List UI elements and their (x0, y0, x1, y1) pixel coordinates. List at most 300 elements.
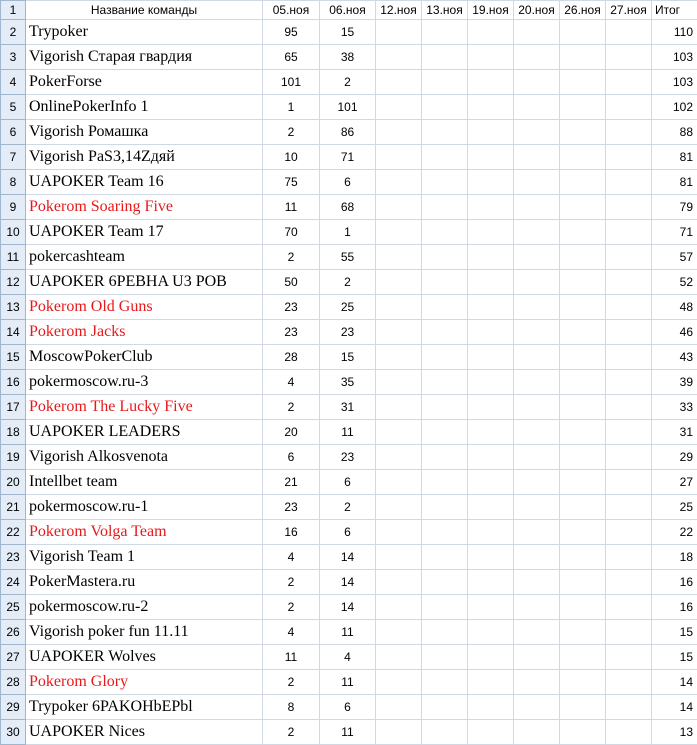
total-cell[interactable]: 33 (652, 395, 697, 420)
empty-cell[interactable] (468, 395, 514, 420)
team-name-cell[interactable]: Trypoker 6PAKOHbEPbl (26, 695, 263, 720)
header-team-name[interactable]: Название команды (26, 1, 263, 20)
empty-cell[interactable] (560, 295, 606, 320)
team-name-cell[interactable]: Vigorish PaS3,14Zдяй (26, 145, 263, 170)
empty-cell[interactable] (422, 295, 468, 320)
empty-cell[interactable] (376, 645, 422, 670)
empty-cell[interactable] (560, 620, 606, 645)
row-number[interactable]: 14 (1, 320, 26, 345)
empty-cell[interactable] (376, 520, 422, 545)
empty-cell[interactable] (514, 220, 560, 245)
empty-cell[interactable] (468, 170, 514, 195)
row-number[interactable]: 22 (1, 520, 26, 545)
empty-cell[interactable] (468, 20, 514, 45)
empty-cell[interactable] (422, 45, 468, 70)
score-cell[interactable]: 2 (263, 120, 320, 145)
empty-cell[interactable] (422, 270, 468, 295)
team-name-cell[interactable]: UAPOKER Team 17 (26, 220, 263, 245)
score-cell[interactable]: 15 (320, 345, 376, 370)
empty-cell[interactable] (468, 145, 514, 170)
empty-cell[interactable] (514, 145, 560, 170)
empty-cell[interactable] (514, 395, 560, 420)
score-cell[interactable]: 25 (320, 295, 376, 320)
total-cell[interactable]: 15 (652, 620, 697, 645)
score-cell[interactable]: 11 (320, 720, 376, 745)
empty-cell[interactable] (468, 620, 514, 645)
score-cell[interactable]: 11 (320, 670, 376, 695)
row-number[interactable]: 2 (1, 20, 26, 45)
empty-cell[interactable] (422, 95, 468, 120)
row-number[interactable]: 9 (1, 195, 26, 220)
score-cell[interactable]: 14 (320, 595, 376, 620)
score-cell[interactable]: 23 (320, 320, 376, 345)
empty-cell[interactable] (422, 20, 468, 45)
empty-cell[interactable] (468, 195, 514, 220)
empty-cell[interactable] (468, 520, 514, 545)
empty-cell[interactable] (376, 570, 422, 595)
score-cell[interactable]: 2 (320, 70, 376, 95)
empty-cell[interactable] (514, 245, 560, 270)
empty-cell[interactable] (376, 270, 422, 295)
empty-cell[interactable] (422, 395, 468, 420)
total-cell[interactable]: 16 (652, 570, 697, 595)
row-number[interactable]: 10 (1, 220, 26, 245)
row-number[interactable]: 15 (1, 345, 26, 370)
empty-cell[interactable] (376, 220, 422, 245)
row-number[interactable]: 23 (1, 545, 26, 570)
empty-cell[interactable] (606, 270, 652, 295)
empty-cell[interactable] (376, 145, 422, 170)
empty-cell[interactable] (606, 470, 652, 495)
score-cell[interactable]: 4 (263, 370, 320, 395)
empty-cell[interactable] (560, 445, 606, 470)
empty-cell[interactable] (468, 595, 514, 620)
total-cell[interactable]: 52 (652, 270, 697, 295)
empty-cell[interactable] (560, 395, 606, 420)
empty-cell[interactable] (606, 195, 652, 220)
team-name-cell[interactable]: pokercashteam (26, 245, 263, 270)
empty-cell[interactable] (468, 320, 514, 345)
header-total[interactable]: Итог (652, 1, 697, 20)
empty-cell[interactable] (560, 195, 606, 220)
team-name-cell[interactable]: pokermoscow.ru-2 (26, 595, 263, 620)
empty-cell[interactable] (468, 245, 514, 270)
score-cell[interactable]: 8 (263, 695, 320, 720)
total-cell[interactable]: 57 (652, 245, 697, 270)
empty-cell[interactable] (606, 695, 652, 720)
row-number[interactable]: 6 (1, 120, 26, 145)
empty-cell[interactable] (514, 620, 560, 645)
team-name-cell[interactable]: UAPOKER Team 16 (26, 170, 263, 195)
score-cell[interactable]: 23 (263, 495, 320, 520)
row-number[interactable]: 30 (1, 720, 26, 745)
empty-cell[interactable] (606, 670, 652, 695)
empty-cell[interactable] (376, 245, 422, 270)
empty-cell[interactable] (606, 420, 652, 445)
empty-cell[interactable] (422, 70, 468, 95)
row-number[interactable]: 16 (1, 370, 26, 395)
empty-cell[interactable] (606, 495, 652, 520)
total-cell[interactable]: 43 (652, 345, 697, 370)
empty-cell[interactable] (422, 120, 468, 145)
score-cell[interactable]: 11 (320, 620, 376, 645)
empty-cell[interactable] (514, 470, 560, 495)
empty-cell[interactable] (468, 495, 514, 520)
total-cell[interactable]: 14 (652, 695, 697, 720)
empty-cell[interactable] (376, 70, 422, 95)
team-name-cell[interactable]: PokerMastera.ru (26, 570, 263, 595)
header-date[interactable]: 19.ноя (468, 1, 514, 20)
total-cell[interactable]: 103 (652, 70, 697, 95)
empty-cell[interactable] (606, 145, 652, 170)
empty-cell[interactable] (560, 470, 606, 495)
empty-cell[interactable] (560, 645, 606, 670)
team-name-cell[interactable]: UAPOKER Nices (26, 720, 263, 745)
row-number[interactable]: 12 (1, 270, 26, 295)
score-cell[interactable]: 14 (320, 545, 376, 570)
empty-cell[interactable] (560, 95, 606, 120)
empty-cell[interactable] (422, 645, 468, 670)
header-date[interactable]: 27.ноя (606, 1, 652, 20)
empty-cell[interactable] (514, 70, 560, 95)
empty-cell[interactable] (606, 595, 652, 620)
empty-cell[interactable] (376, 395, 422, 420)
empty-cell[interactable] (376, 20, 422, 45)
total-cell[interactable]: 18 (652, 545, 697, 570)
score-cell[interactable]: 23 (263, 320, 320, 345)
team-name-cell[interactable]: PokerForse (26, 70, 263, 95)
row-number[interactable]: 24 (1, 570, 26, 595)
row-number[interactable]: 19 (1, 445, 26, 470)
empty-cell[interactable] (376, 670, 422, 695)
empty-cell[interactable] (606, 620, 652, 645)
empty-cell[interactable] (376, 470, 422, 495)
empty-cell[interactable] (560, 370, 606, 395)
empty-cell[interactable] (376, 370, 422, 395)
empty-cell[interactable] (422, 370, 468, 395)
total-cell[interactable]: 15 (652, 645, 697, 670)
empty-cell[interactable] (514, 320, 560, 345)
empty-cell[interactable] (468, 45, 514, 70)
empty-cell[interactable] (422, 495, 468, 520)
empty-cell[interactable] (514, 170, 560, 195)
empty-cell[interactable] (468, 545, 514, 570)
empty-cell[interactable] (606, 545, 652, 570)
empty-cell[interactable] (606, 20, 652, 45)
empty-cell[interactable] (560, 420, 606, 445)
row-number[interactable]: 5 (1, 95, 26, 120)
header-date[interactable]: 05.ноя (263, 1, 320, 20)
score-cell[interactable]: 15 (320, 20, 376, 45)
score-cell[interactable]: 4 (263, 545, 320, 570)
total-cell[interactable]: 48 (652, 295, 697, 320)
empty-cell[interactable] (514, 670, 560, 695)
empty-cell[interactable] (468, 270, 514, 295)
row-number[interactable]: 18 (1, 420, 26, 445)
empty-cell[interactable] (514, 95, 560, 120)
empty-cell[interactable] (376, 545, 422, 570)
empty-cell[interactable] (514, 45, 560, 70)
team-name-cell[interactable]: Vigorish Alkosvenota (26, 445, 263, 470)
team-name-cell[interactable]: Vigorish Старая гвардия (26, 45, 263, 70)
score-cell[interactable]: 23 (263, 295, 320, 320)
empty-cell[interactable] (514, 570, 560, 595)
total-cell[interactable]: 110 (652, 20, 697, 45)
empty-cell[interactable] (468, 295, 514, 320)
empty-cell[interactable] (514, 20, 560, 45)
header-date[interactable]: 13.ноя (422, 1, 468, 20)
total-cell[interactable]: 16 (652, 595, 697, 620)
header-date[interactable]: 20.ноя (514, 1, 560, 20)
row-number[interactable]: 1 (1, 1, 26, 20)
empty-cell[interactable] (422, 220, 468, 245)
score-cell[interactable]: 38 (320, 45, 376, 70)
score-cell[interactable]: 23 (320, 445, 376, 470)
empty-cell[interactable] (560, 695, 606, 720)
empty-cell[interactable] (376, 45, 422, 70)
empty-cell[interactable] (514, 495, 560, 520)
empty-cell[interactable] (376, 120, 422, 145)
score-cell[interactable]: 11 (320, 420, 376, 445)
empty-cell[interactable] (422, 595, 468, 620)
empty-cell[interactable] (606, 320, 652, 345)
empty-cell[interactable] (376, 420, 422, 445)
empty-cell[interactable] (422, 320, 468, 345)
empty-cell[interactable] (514, 520, 560, 545)
score-cell[interactable]: 75 (263, 170, 320, 195)
empty-cell[interactable] (376, 495, 422, 520)
empty-cell[interactable] (514, 445, 560, 470)
empty-cell[interactable] (606, 570, 652, 595)
row-number[interactable]: 3 (1, 45, 26, 70)
total-cell[interactable]: 13 (652, 720, 697, 745)
empty-cell[interactable] (606, 445, 652, 470)
empty-cell[interactable] (376, 95, 422, 120)
empty-cell[interactable] (376, 695, 422, 720)
score-cell[interactable]: 4 (263, 620, 320, 645)
empty-cell[interactable] (514, 370, 560, 395)
total-cell[interactable]: 79 (652, 195, 697, 220)
score-cell[interactable]: 1 (320, 220, 376, 245)
empty-cell[interactable] (560, 120, 606, 145)
empty-cell[interactable] (560, 495, 606, 520)
team-name-cell[interactable]: Trypoker (26, 20, 263, 45)
score-cell[interactable]: 16 (263, 520, 320, 545)
empty-cell[interactable] (606, 95, 652, 120)
total-cell[interactable]: 81 (652, 145, 697, 170)
empty-cell[interactable] (606, 245, 652, 270)
score-cell[interactable]: 65 (263, 45, 320, 70)
total-cell[interactable]: 22 (652, 520, 697, 545)
empty-cell[interactable] (606, 220, 652, 245)
team-name-cell[interactable]: pokermoscow.ru-3 (26, 370, 263, 395)
empty-cell[interactable] (560, 145, 606, 170)
score-cell[interactable]: 50 (263, 270, 320, 295)
empty-cell[interactable] (376, 170, 422, 195)
team-name-cell[interactable]: UAPOKER Wolves (26, 645, 263, 670)
total-cell[interactable]: 102 (652, 95, 697, 120)
empty-cell[interactable] (606, 645, 652, 670)
score-cell[interactable]: 4 (320, 645, 376, 670)
empty-cell[interactable] (468, 95, 514, 120)
score-cell[interactable]: 2 (263, 570, 320, 595)
empty-cell[interactable] (606, 370, 652, 395)
total-cell[interactable]: 31 (652, 420, 697, 445)
score-cell[interactable]: 11 (263, 645, 320, 670)
header-date[interactable]: 12.ноя (376, 1, 422, 20)
empty-cell[interactable] (560, 270, 606, 295)
team-name-cell[interactable]: OnlinePokerInfo 1 (26, 95, 263, 120)
empty-cell[interactable] (560, 545, 606, 570)
team-name-cell[interactable]: Vigorish Team 1 (26, 545, 263, 570)
row-number[interactable]: 11 (1, 245, 26, 270)
empty-cell[interactable] (422, 170, 468, 195)
empty-cell[interactable] (468, 220, 514, 245)
empty-cell[interactable] (560, 345, 606, 370)
row-number[interactable]: 20 (1, 470, 26, 495)
empty-cell[interactable] (422, 545, 468, 570)
team-name-cell[interactable]: Vigorish Ромашка (26, 120, 263, 145)
empty-cell[interactable] (514, 120, 560, 145)
empty-cell[interactable] (514, 270, 560, 295)
score-cell[interactable]: 6 (320, 520, 376, 545)
score-cell[interactable]: 20 (263, 420, 320, 445)
score-cell[interactable]: 6 (263, 445, 320, 470)
score-cell[interactable]: 101 (263, 70, 320, 95)
team-name-cell[interactable]: Pokerom The Lucky Five (26, 395, 263, 420)
empty-cell[interactable] (376, 320, 422, 345)
score-cell[interactable]: 6 (320, 170, 376, 195)
empty-cell[interactable] (560, 45, 606, 70)
empty-cell[interactable] (422, 145, 468, 170)
row-number[interactable]: 17 (1, 395, 26, 420)
empty-cell[interactable] (468, 420, 514, 445)
row-number[interactable]: 4 (1, 70, 26, 95)
empty-cell[interactable] (468, 70, 514, 95)
empty-cell[interactable] (560, 670, 606, 695)
team-name-cell[interactable]: Pokerom Old Guns (26, 295, 263, 320)
score-cell[interactable]: 31 (320, 395, 376, 420)
team-name-cell[interactable]: Pokerom Glory (26, 670, 263, 695)
empty-cell[interactable] (468, 370, 514, 395)
total-cell[interactable]: 29 (652, 445, 697, 470)
score-cell[interactable]: 2 (263, 245, 320, 270)
score-cell[interactable]: 2 (320, 495, 376, 520)
empty-cell[interactable] (606, 520, 652, 545)
score-cell[interactable]: 86 (320, 120, 376, 145)
score-cell[interactable]: 2 (263, 670, 320, 695)
empty-cell[interactable] (560, 520, 606, 545)
empty-cell[interactable] (376, 345, 422, 370)
empty-cell[interactable] (468, 120, 514, 145)
score-cell[interactable]: 1 (263, 95, 320, 120)
row-number[interactable]: 13 (1, 295, 26, 320)
empty-cell[interactable] (422, 345, 468, 370)
empty-cell[interactable] (514, 195, 560, 220)
row-number[interactable]: 21 (1, 495, 26, 520)
score-cell[interactable]: 2 (263, 720, 320, 745)
empty-cell[interactable] (560, 70, 606, 95)
empty-cell[interactable] (422, 445, 468, 470)
empty-cell[interactable] (376, 620, 422, 645)
empty-cell[interactable] (376, 195, 422, 220)
team-name-cell[interactable]: Vigorish poker fun 11.11 (26, 620, 263, 645)
empty-cell[interactable] (422, 470, 468, 495)
empty-cell[interactable] (560, 595, 606, 620)
total-cell[interactable]: 88 (652, 120, 697, 145)
score-cell[interactable]: 11 (263, 195, 320, 220)
total-cell[interactable]: 14 (652, 670, 697, 695)
empty-cell[interactable] (468, 570, 514, 595)
empty-cell[interactable] (514, 695, 560, 720)
score-cell[interactable]: 10 (263, 145, 320, 170)
row-number[interactable]: 7 (1, 145, 26, 170)
team-name-cell[interactable]: UAPOKER 6PEBHA U3 POB (26, 270, 263, 295)
score-cell[interactable]: 6 (320, 695, 376, 720)
total-cell[interactable]: 46 (652, 320, 697, 345)
score-cell[interactable]: 101 (320, 95, 376, 120)
total-cell[interactable]: 25 (652, 495, 697, 520)
team-name-cell[interactable]: pokermoscow.ru-1 (26, 495, 263, 520)
row-number[interactable]: 8 (1, 170, 26, 195)
total-cell[interactable]: 81 (652, 170, 697, 195)
empty-cell[interactable] (422, 670, 468, 695)
empty-cell[interactable] (422, 695, 468, 720)
row-number[interactable]: 25 (1, 595, 26, 620)
empty-cell[interactable] (468, 470, 514, 495)
team-name-cell[interactable]: MoscowPokerClub (26, 345, 263, 370)
team-name-cell[interactable]: Intellbet team (26, 470, 263, 495)
empty-cell[interactable] (560, 245, 606, 270)
empty-cell[interactable] (514, 420, 560, 445)
row-number[interactable]: 27 (1, 645, 26, 670)
empty-cell[interactable] (606, 295, 652, 320)
row-number[interactable]: 26 (1, 620, 26, 645)
team-name-cell[interactable]: Pokerom Soaring Five (26, 195, 263, 220)
score-cell[interactable]: 71 (320, 145, 376, 170)
empty-cell[interactable] (468, 645, 514, 670)
empty-cell[interactable] (606, 170, 652, 195)
empty-cell[interactable] (514, 645, 560, 670)
team-name-cell[interactable]: Pokerom Jacks (26, 320, 263, 345)
empty-cell[interactable] (606, 395, 652, 420)
empty-cell[interactable] (560, 220, 606, 245)
row-number[interactable]: 28 (1, 670, 26, 695)
empty-cell[interactable] (468, 670, 514, 695)
score-cell[interactable]: 2 (263, 595, 320, 620)
empty-cell[interactable] (422, 420, 468, 445)
header-date[interactable]: 26.ноя (560, 1, 606, 20)
score-cell[interactable]: 2 (320, 270, 376, 295)
empty-cell[interactable] (560, 170, 606, 195)
empty-cell[interactable] (514, 545, 560, 570)
empty-cell[interactable] (606, 345, 652, 370)
empty-cell[interactable] (468, 695, 514, 720)
total-cell[interactable]: 103 (652, 45, 697, 70)
team-name-cell[interactable]: Pokerom Volga Team (26, 520, 263, 545)
score-cell[interactable]: 28 (263, 345, 320, 370)
empty-cell[interactable] (468, 345, 514, 370)
empty-cell[interactable] (376, 595, 422, 620)
empty-cell[interactable] (560, 20, 606, 45)
score-cell[interactable]: 55 (320, 245, 376, 270)
empty-cell[interactable] (560, 570, 606, 595)
empty-cell[interactable] (514, 295, 560, 320)
total-cell[interactable]: 39 (652, 370, 697, 395)
empty-cell[interactable] (468, 445, 514, 470)
empty-cell[interactable] (422, 195, 468, 220)
empty-cell[interactable] (422, 245, 468, 270)
